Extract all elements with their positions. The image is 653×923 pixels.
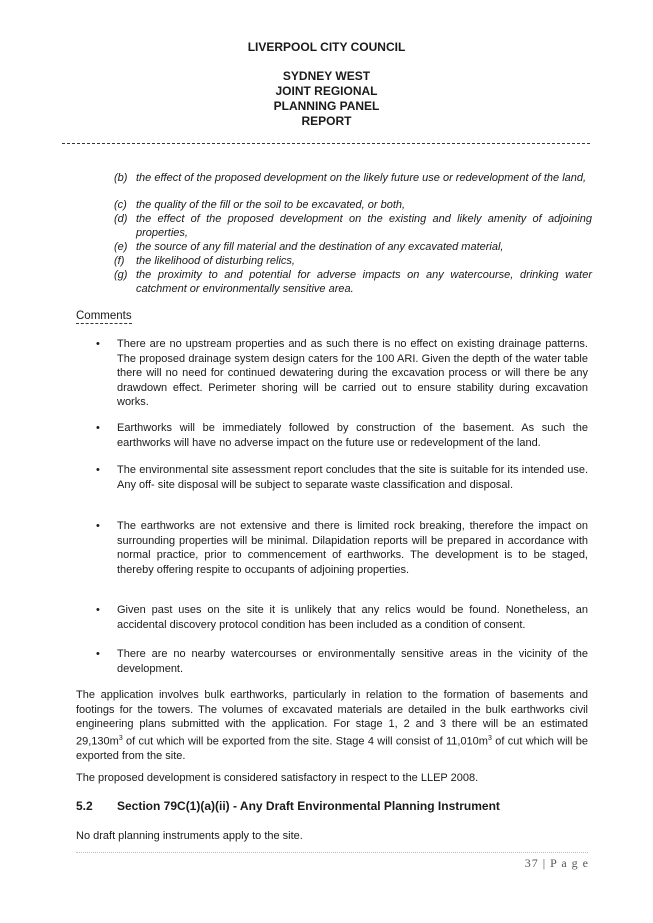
bullet-mark: • xyxy=(96,604,100,616)
matter-label: (e) xyxy=(114,241,128,253)
council-name: LIVERPOOL CITY COUNCIL xyxy=(247,40,406,54)
matter-label: (f) xyxy=(114,255,125,267)
bullet-text: There are no nearby watercourses or environmentally sensitive areas in the vicinity of the development. xyxy=(117,648,588,675)
matter-text: the likelihood of disturbing relics, xyxy=(136,255,295,267)
page-separator: | xyxy=(542,856,547,870)
comment-bullet xyxy=(96,421,588,450)
page-number-value: 37 xyxy=(524,856,539,870)
earthworks-paragraph xyxy=(76,688,588,764)
panel-title-line-1: SYDNEY WEST xyxy=(282,69,371,83)
comment-bullet xyxy=(96,337,588,410)
bullet-mark: • xyxy=(96,464,100,476)
superscript: 3 xyxy=(118,734,123,742)
matter-text: the effect of the proposed development on the existing and likely amenity of adjoining properties, xyxy=(136,213,592,239)
section-heading xyxy=(76,799,500,813)
superscript: 3 xyxy=(487,734,492,742)
matter-item xyxy=(114,255,592,269)
page-number xyxy=(525,856,589,871)
matter-text: the proximity to and potential for adverse impacts on any watercourse, drinking water catchment or environmentally sensitive area. xyxy=(136,269,592,295)
para-text: of cut which will be exported from the site. xyxy=(76,735,589,763)
matter-item xyxy=(114,269,592,296)
panel-title-line-4: REPORT xyxy=(301,114,352,128)
bullet-mark: • xyxy=(96,520,100,532)
conclusion-paragraph: The proposed development is considered satisfactory in respect to the LLEP 2008. xyxy=(76,772,479,784)
panel-title-line-2: JOINT REGIONAL xyxy=(275,84,378,98)
section-title: Section 79C(1)(a)(ii) - Any Draft Environmental Planning Instrument xyxy=(117,799,500,813)
matter-text: the source of any fill material and the destination of any excavated material, xyxy=(136,241,504,253)
bullet-mark: • xyxy=(96,338,100,350)
section-number: 5.2 xyxy=(76,799,93,813)
bullet-mark: • xyxy=(96,422,100,434)
bullet-text: The environmental site assessment report concludes that the site is suitable for its intended use. Any off- site disposal will be subject to separate waste classification and disposal. xyxy=(117,464,588,491)
draft-instruments-paragraph: No draft planning instruments apply to the site. xyxy=(76,830,303,842)
comment-bullet xyxy=(96,603,588,632)
matter-item xyxy=(114,199,592,213)
page-word: P a g e xyxy=(550,856,589,870)
comments-heading: Comments xyxy=(76,310,132,322)
bullet-mark: • xyxy=(96,648,100,660)
comment-bullet xyxy=(96,519,588,577)
matter-label: (g) xyxy=(114,269,128,281)
para-text: The application involves bulk earthworks, particularly in relation to the formation of basements and footings for the towers. The volumes of excavated materials are detailed in the bulk earthworks civil engineering plans submitted with the application. For stage 1, 2 and 3 there will be an estimated 29,130m xyxy=(76,689,588,748)
bullet-text: There are no upstream properties and as such there is no effect on existing drainage patterns. The proposed drainage system design caters for the 100 ARI. Given the depth of the water table there will no need for continued dewatering during the excavation process or will there be any drawdown effect. Perimeter shoring will be carried out to ensure stability during excavation works. xyxy=(117,338,588,409)
matter-text: the effect of the proposed development on the likely future use or redevelopment of the land, xyxy=(136,172,587,184)
matter-item xyxy=(114,172,592,186)
header-divider xyxy=(62,143,590,144)
matter-label: (c) xyxy=(114,199,127,211)
comment-bullet xyxy=(96,647,588,676)
panel-title-line-3: PLANNING PANEL xyxy=(273,99,380,113)
matter-text: the quality of the fill or the soil to be excavated, or both, xyxy=(136,199,406,211)
matter-item xyxy=(114,213,592,240)
matter-item xyxy=(114,241,592,255)
bullet-text: The earthworks are not extensive and there is limited rock breaking, therefore the impact on surrounding properties will be minimal. Dilapidation reports will be prepared in accordance with normal practice, prior to commencement of earthworks. The development is to be staged, thereby offering respite to occupants of adjoining properties. xyxy=(117,520,588,576)
bullet-text: Earthworks will be immediately followed by construction of the basement. As such the earthworks will have no adverse impact on the future use or redevelopment of the land. xyxy=(117,422,588,449)
matter-label: (d) xyxy=(114,213,128,225)
bullet-text: Given past uses on the site it is unlikely that any relics would be found. Nonetheless, an accidental discovery protocol condition has been included as a condition of consent. xyxy=(117,604,588,631)
para-text: of cut which will be exported from the site. Stage 4 will consist of 11,010m xyxy=(122,735,488,748)
footer-divider xyxy=(76,852,588,853)
comment-bullet xyxy=(96,463,588,492)
matter-label: (b) xyxy=(114,172,128,184)
